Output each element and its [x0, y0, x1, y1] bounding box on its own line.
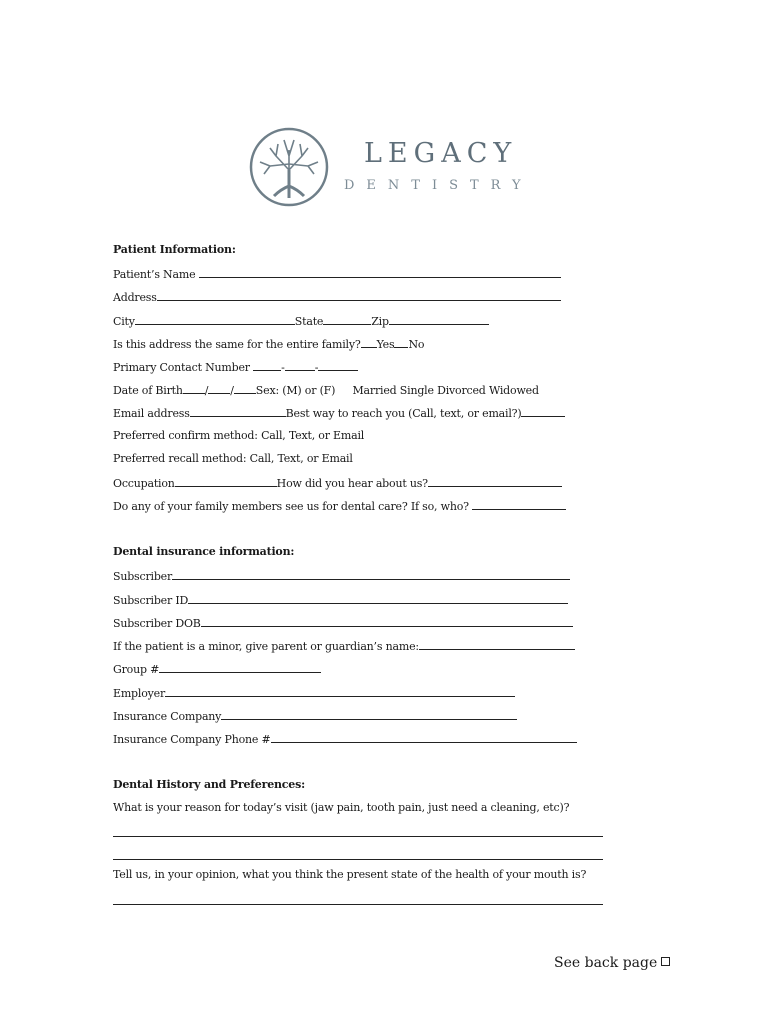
- subscriber-dob-label: Subscriber DOB: [113, 617, 201, 630]
- patient-name-label: Patient’s Name: [113, 268, 196, 281]
- marital-married[interactable]: Married: [352, 384, 397, 397]
- confirm-method: Preferred confirm method: Call, Text, or Email: [113, 429, 365, 442]
- yes-field[interactable]: [361, 336, 377, 348]
- address-field[interactable]: [157, 289, 561, 301]
- contact-line-field[interactable]: [318, 359, 358, 371]
- reason-question: What is your reason for today’s visit (jaw pain, tooth pain, just need a cleaning, etc)?: [113, 801, 570, 814]
- email-label: Email address: [113, 407, 190, 420]
- dob-row: Date of Birth / / Sex: (M) or (F) Married Single Divorced Widowed: [113, 384, 539, 397]
- occupation-label: Occupation: [113, 477, 175, 490]
- reach-field[interactable]: [521, 405, 565, 417]
- family-label: Do any of your family members see us for dental care? If so, who?: [113, 500, 469, 513]
- logo-subtitle: DENTISTRY: [344, 178, 533, 193]
- opinion-answer-line[interactable]: [113, 904, 603, 905]
- reach-label: Best way to reach you (Call, text, or email?): [285, 407, 522, 420]
- no-label: No: [408, 338, 425, 351]
- checkbox-icon[interactable]: [661, 957, 670, 966]
- employer-label: Employer: [113, 687, 166, 700]
- contact-area-field[interactable]: [253, 359, 281, 371]
- subscriber-label: Subscriber: [113, 570, 173, 583]
- marital-widowed[interactable]: Widowed: [488, 384, 539, 397]
- sex-label: Sex: (M) or (F): [255, 384, 336, 397]
- opinion-question: Tell us, in your opinion, what you think the present state of the health of your mouth is?: [113, 868, 587, 881]
- marital-divorced[interactable]: Divorced: [437, 384, 486, 397]
- subscriber-id-field[interactable]: [188, 592, 568, 604]
- insurance-company-row: [113, 708, 517, 724]
- dob-day-field[interactable]: [208, 382, 230, 394]
- dob-year-field[interactable]: [234, 382, 256, 394]
- same-address-label: Is this address the same for the entire family?: [113, 338, 361, 351]
- see-back-page: [554, 955, 670, 971]
- guardian-field[interactable]: [419, 638, 575, 650]
- email-row: [113, 405, 565, 421]
- zip-label: Zip: [371, 315, 389, 328]
- contact-prefix-field[interactable]: [285, 359, 315, 371]
- employer-field[interactable]: [165, 685, 515, 697]
- insurance-heading: Dental insurance information:: [113, 545, 295, 558]
- city-field[interactable]: [135, 313, 295, 325]
- history-heading: Dental History and Preferences:: [113, 778, 305, 791]
- subscriber-row: [113, 568, 570, 584]
- hear-field[interactable]: [428, 475, 562, 487]
- insurance-phone-field[interactable]: [271, 731, 577, 743]
- state-label: State: [294, 315, 324, 328]
- yes-label: Yes: [376, 338, 395, 351]
- subscriber-id-row: [113, 592, 568, 608]
- family-row: [113, 498, 566, 514]
- legacy-dentistry-logo: [248, 126, 538, 210]
- subscriber-field[interactable]: [172, 568, 570, 580]
- marital-single[interactable]: Single: [399, 384, 434, 397]
- recall-method: Preferred recall method: Call, Text, or Email: [113, 452, 353, 465]
- reason-answer-line-1[interactable]: [113, 836, 603, 837]
- group-label: Group #: [113, 663, 160, 676]
- address-label: Address: [113, 291, 157, 304]
- subscriber-dob-row: [113, 615, 573, 631]
- city-label: City: [113, 315, 135, 328]
- insurance-phone-row: [113, 731, 577, 747]
- same-address-row: [113, 336, 424, 352]
- city-row: [113, 313, 489, 329]
- minor-row: [113, 638, 575, 654]
- insurance-phone-label: Insurance Company Phone #: [113, 733, 271, 746]
- no-field[interactable]: [394, 336, 408, 348]
- subscriber-id-label: Subscriber ID: [113, 594, 189, 607]
- dob-label: Date of Birth: [113, 384, 183, 397]
- contact-row: Primary Contact Number - -: [113, 359, 358, 375]
- contact-label: Primary Contact Number: [113, 361, 250, 374]
- group-field[interactable]: [159, 661, 321, 673]
- address-row: [113, 289, 561, 305]
- insurance-company-field[interactable]: [221, 708, 517, 720]
- subscriber-dob-field[interactable]: [201, 615, 573, 627]
- family-field[interactable]: [472, 498, 566, 510]
- hear-label: How did you hear about us?: [276, 477, 428, 490]
- state-field[interactable]: [323, 313, 371, 325]
- email-field[interactable]: [190, 405, 286, 417]
- minor-label: If the patient is a minor, give parent or guardian’s name:: [113, 640, 419, 653]
- reason-answer-line-2[interactable]: [113, 859, 603, 860]
- occupation-row: [113, 475, 562, 491]
- zip-field[interactable]: [389, 313, 489, 325]
- see-back-page-label: See back page: [554, 955, 658, 971]
- patient-name-field[interactable]: [199, 266, 561, 278]
- employer-row: [113, 685, 515, 701]
- patient-info-heading: Patient Information:: [113, 243, 236, 256]
- occupation-field[interactable]: [175, 475, 277, 487]
- group-row: [113, 661, 321, 677]
- patient-name-row: [113, 266, 561, 282]
- logo-wordmark: LEGACY: [364, 138, 518, 169]
- tree-logo-icon: [248, 126, 330, 208]
- dob-month-field[interactable]: [183, 382, 205, 394]
- insurance-company-label: Insurance Company: [113, 710, 222, 723]
